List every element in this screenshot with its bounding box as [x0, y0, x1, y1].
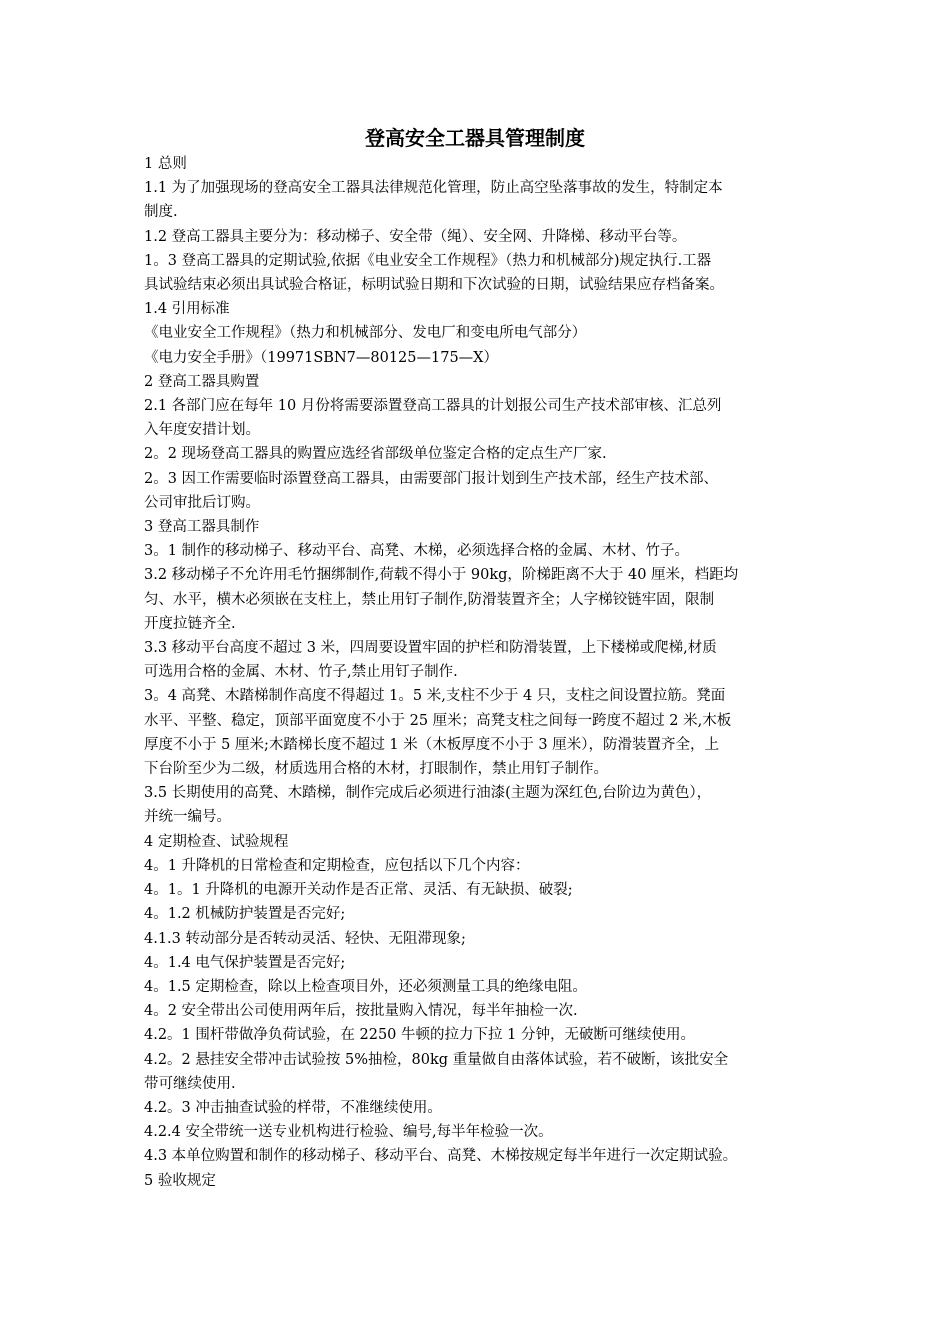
paragraph: 3 登高工器具制作	[144, 519, 260, 536]
paragraph: 1.4 引用标准	[144, 301, 230, 318]
paragraph: 4。1.5 定期检查，除以上检查项目外，还必须测量工具的绝缘电阻。	[144, 978, 587, 995]
paragraph: 4 定期检查、试验规程	[144, 833, 289, 850]
paragraph: 3。4 高凳、木踏梯制作高度不得超过 1。5 米,支柱不少于 4 只，支柱之间设置拉筋。凳面 水平、平整、稳定，顶部平面宽度不小于 25 厘米；高凳支柱之间每一跨度不超过 2 米,木板 厚度不小于 5 厘米;木踏梯长度不超过 1 米（木板厚度不小于 3 厘米），防滑装置齐全，上 下台阶至少为二级，材质选用合格的木材，打眼制作，禁止用钉子制作。	[144, 688, 732, 778]
paragraph: 4.3 本单位购置和制作的移动梯子、移动平台、高凳、木梯按规定每半年进行一次定期试验。	[144, 1148, 738, 1165]
paragraph: 4.2。2 悬挂安全带冲击试验按 5%抽检，80kg 重量做自由落体试验，若不破断，该批安全 带可继续使用.	[144, 1051, 729, 1092]
paragraph: 2。2 现场登高工器具的购置应选经省部级单位鉴定合格的定点生产厂家.	[144, 446, 607, 463]
document-body	[144, 152, 816, 1193]
paragraph: 4.2。3 冲击抽查试验的样带，不准继续使用。	[144, 1099, 442, 1116]
paragraph: 3.3 移动平台高度不超过 3 米，四周要设置牢固的护栏和防滑装置，上下楼梯或爬梯,材质 可选用合格的金属、木材、竹子,禁止用钉子制作.	[144, 640, 717, 681]
paragraph: 3.2 移动梯子不允许用毛竹捆绑制作,荷载不得小于 90kg，阶梯距离不大于 40 厘米，档距均 匀、水平，横木必须嵌在支柱上，禁止用钉子制作,防滑装置齐全；人字梯铰链牢固，限制 开度拉链齐全.	[144, 567, 739, 632]
paragraph: 4。1。1 升降机的电源开关动作是否正常、灵活、有无缺损、破裂;	[144, 882, 573, 899]
paragraph: 4。1.4 电气保护装置是否完好;	[144, 954, 346, 971]
paragraph: 3。1 制作的移动梯子、移动平台、高凳、木梯，必须选择合格的金属、木材、竹子。	[144, 543, 690, 560]
paragraph: 1.1 为了加强现场的登高安全工器具法律规范化管理，防止高空坠落事故的发生，特制定本 制度.	[144, 180, 723, 221]
paragraph: 1 总则	[144, 156, 187, 172]
paragraph: 4。2 安全带出公司使用两年后，按批量购入情况，每半年抽检一次.	[144, 1003, 578, 1020]
paragraph: 2 登高工器具购置	[144, 373, 260, 390]
paragraph: 《电业安全工作规程》（热力和机械部分、发电厂和变电所电气部分）	[144, 325, 587, 342]
paragraph: 4。1.2 机械防护装置是否完好;	[144, 906, 346, 923]
paragraph: 4.1.3 转动部分是否转动灵活、轻快、无阻滞现象;	[144, 930, 466, 947]
paragraph: 2.1 各部门应在每年 10 月份将需要添置登高工器具的计划报公司生产技术部审核、汇总列 入年度安措计划。	[144, 398, 722, 439]
document-title: 登高安全工器具管理制度	[365, 126, 585, 150]
paragraph: 4。1 升降机的日常检查和定期检查，应包括以下几个内容：	[144, 857, 530, 874]
paragraph: 《电力安全手册》（19971SBN7—80125—175—X）	[144, 349, 499, 366]
paragraph: 2。3 因工作需要临时添置登高工器具，由需要部门报计划到生产技术部，经生产技术部、 公司审批后订购。	[144, 470, 719, 511]
paragraph: 4.2.4 安全带统一送专业机构进行检验、编号,每半年检验一次。	[144, 1124, 553, 1141]
paragraph: 1。3 登高工器具的定期试验,依据《电业安全工作规程》（热力和机械部分)规定执行.工器 具试验结束必须出具试验合格证，标明试验日期和下次试验的日期，试验结果应存档备案。	[144, 252, 724, 294]
paragraph: 3.5 长期使用的高凳、木踏梯，制作完成后必须进行油漆(主题为深红色,台阶边为黄色）， 并统一编号。	[144, 785, 712, 826]
paragraph: 5 验收规定	[144, 1172, 216, 1189]
paragraph: 1.2 登高工器具主要分为：移动梯子、安全带（绳）、安全网、升降梯、移动平台等。	[144, 228, 687, 245]
paragraph: 4.2。1 围杆带做净负荷试验，在 2250 牛顿的拉力下拉 1 分钟，无破断可继续使用。	[144, 1027, 695, 1044]
